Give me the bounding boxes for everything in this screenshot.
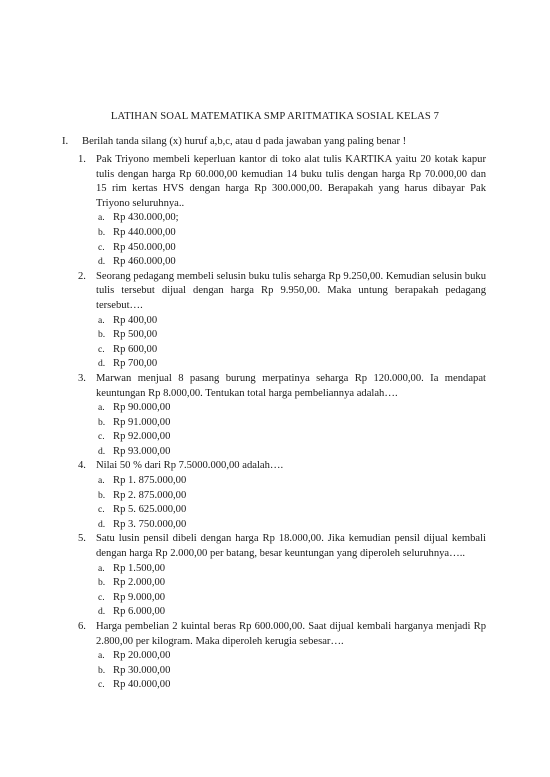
answer-option	[96, 401, 486, 416]
option-text: Rp 93.000,00	[113, 445, 171, 457]
option-letter: d.	[98, 256, 106, 268]
option-text: Rp 460.000,00	[113, 256, 176, 268]
section-number: I.	[62, 136, 69, 147]
question-number: 6.	[78, 621, 86, 632]
option-text: Rp 700,00	[113, 358, 158, 370]
answer-option	[96, 241, 486, 256]
answer-option	[96, 591, 486, 606]
question-text: Harga pembelian 2 kuintal beras Rp 600.000,00. Saat dijual kembali harganya menjadi Rp 2.800,00 per kilogram. Maka diperoleh kerugia sebesar….	[96, 621, 486, 647]
question-text: Pak Triyono membeli keperluan kantor di toko alat tulis KARTIKA yaitu 20 kotak kapur tulis dengan harga Rp 60.000,00 kemudian 14 buku tulis dengan harga Rp 70.000,00 dan 15 rim kertas HVS dengan harga Rp 300.000,00. Berapakah yang harus dibayar Pak Triyono seluruhnya..	[96, 154, 486, 209]
option-text: Rp 600,00	[113, 343, 158, 355]
question-number: 2.	[78, 270, 86, 282]
option-letter: c.	[98, 679, 105, 691]
answer-options	[96, 474, 486, 532]
option-text: Rp 440.000,00	[113, 226, 176, 238]
answer-option	[96, 328, 486, 343]
question-number: 4.	[78, 460, 86, 472]
answer-options	[96, 562, 486, 620]
answer-option	[96, 357, 486, 372]
answer-option	[96, 211, 486, 226]
option-letter: b.	[98, 226, 106, 238]
question-item	[78, 270, 486, 372]
option-letter: b.	[98, 489, 106, 501]
option-letter: a.	[98, 475, 105, 487]
answer-option	[96, 664, 486, 679]
answer-option	[96, 503, 486, 518]
answer-option	[96, 576, 486, 591]
option-text: Rp 450.000,00	[113, 241, 176, 253]
answer-option	[96, 343, 486, 358]
question-text: Satu lusin pensil dibeli dengan harga Rp 18.000,00. Jika kemudian pensil dijual kembali dengan harga Rp 2.000,00 per batang, besar keuntungan yang diperoleh seluruhnya…..	[96, 533, 486, 560]
option-letter: c.	[98, 241, 105, 253]
option-text: Rp 40.000,00	[113, 679, 171, 691]
option-text: Rp 2. 875.000,00	[113, 489, 187, 501]
option-letter: b.	[98, 577, 106, 589]
option-letter: c.	[98, 431, 105, 443]
option-text: Rp 500,00	[113, 329, 158, 341]
option-text: Rp 5. 625.000,00	[113, 504, 187, 516]
question-text: Marwan menjual 8 pasang burung merpatinya seharga Rp 120.000,00. Ia mendapat keuntungan Rp 8.000,00. Tentukan total harga pembeliannya adalah….	[96, 372, 486, 399]
answer-options	[96, 314, 486, 372]
option-text: Rp 3. 750.000,00	[113, 518, 187, 530]
question-text: Seorang pedagang membeli selusin buku tulis seharga Rp 9.250,00. Kemudian selusin buku tulis tersebut dijual dengan harga Rp 9.950,00. Maka untung berapakah pedagang tersebut….	[96, 270, 486, 311]
option-text: Rp 90.000,00	[113, 402, 171, 414]
option-text: Rp 91.000,00	[113, 416, 171, 428]
question-number: 3.	[78, 372, 86, 384]
option-letter: b.	[98, 664, 106, 676]
answer-option	[96, 605, 486, 620]
option-text: Rp 30.000,00	[113, 664, 171, 676]
option-letter: b.	[98, 416, 106, 428]
answer-option	[96, 678, 486, 693]
answer-option	[96, 226, 486, 241]
answer-option	[96, 562, 486, 577]
option-text: Rp 2.000,00	[113, 577, 166, 589]
answer-options	[96, 211, 486, 269]
option-text: Rp 20.000,00	[113, 650, 171, 662]
option-letter: a.	[98, 402, 105, 414]
option-letter: d.	[98, 606, 106, 618]
answer-options	[96, 649, 486, 693]
answer-option	[96, 314, 486, 329]
question-list	[78, 153, 486, 693]
answer-option	[96, 474, 486, 489]
option-text: Rp 9.000,00	[113, 591, 166, 603]
section-instruction: Berilah tanda silang (x) huruf a,b,c, atau d pada jawaban yang paling benar !	[82, 136, 407, 147]
option-text: Rp 6.000,00	[113, 606, 166, 618]
option-letter: d.	[98, 518, 106, 530]
answer-option	[96, 255, 486, 270]
answer-option	[96, 649, 486, 664]
page-title: LATIHAN SOAL MATEMATIKA SMP ARITMATIKA SOSIAL KELAS 7	[110, 111, 440, 122]
option-text: Rp 1. 875.000,00	[113, 475, 187, 487]
question-number: 1.	[78, 154, 86, 165]
option-text: Rp 400,00	[113, 314, 158, 326]
option-letter: a.	[98, 314, 105, 326]
question-item	[78, 372, 486, 460]
answer-option	[96, 518, 486, 533]
answer-option	[96, 430, 486, 445]
option-letter: c.	[98, 343, 105, 355]
option-letter: d.	[98, 445, 106, 457]
option-text: Rp 92.000,00	[113, 431, 171, 443]
answer-option	[96, 445, 486, 460]
option-letter: a.	[98, 212, 105, 224]
question-item	[78, 532, 486, 620]
option-letter: d.	[98, 358, 106, 370]
option-letter: a.	[98, 650, 105, 662]
answer-options	[96, 401, 486, 459]
question-text: Nilai 50 % dari Rp 7.5000.000,00 adalah….	[96, 460, 284, 472]
option-letter: c.	[98, 591, 105, 603]
option-text: Rp 1.500,00	[113, 562, 166, 574]
answer-option	[96, 416, 486, 431]
question-item	[78, 153, 486, 270]
question-item	[78, 459, 486, 532]
option-letter: c.	[98, 504, 105, 516]
answer-option	[96, 489, 486, 504]
option-letter: b.	[98, 329, 106, 341]
option-text: Rp 430.000,00;	[113, 212, 179, 224]
option-letter: a.	[98, 562, 105, 574]
question-number: 5.	[78, 533, 86, 545]
question-item	[78, 620, 486, 693]
